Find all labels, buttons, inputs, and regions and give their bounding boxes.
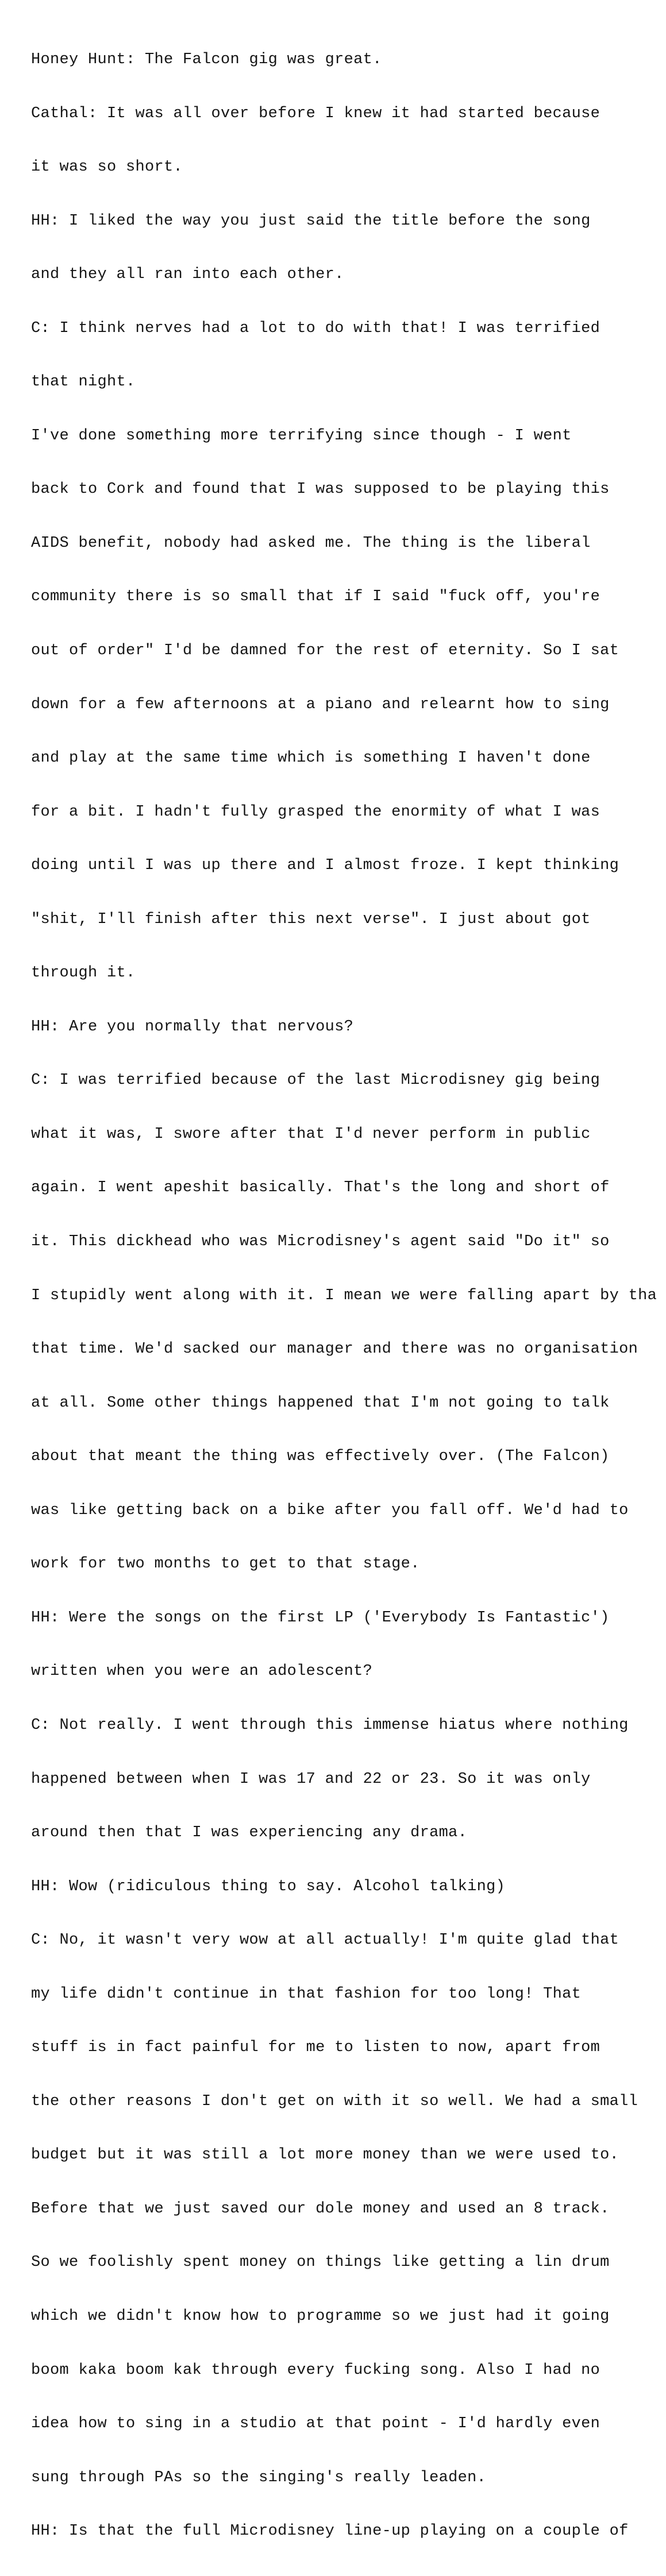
text-line: HH: Are you normally that nervous?	[31, 1018, 354, 1036]
text-line: that night.	[31, 373, 136, 391]
text-line: out of order" I'd be damned for the rest of eternity. So I sat	[31, 642, 619, 660]
text-line: stuff is in fact painful for me to listen to now, apart from	[31, 2039, 600, 2057]
text-line: my life didn't continue in that fashion for too long! That	[31, 1985, 582, 2003]
text-line: HH: Is that the full Microdisney line-up playing on a couple of	[31, 2523, 629, 2540]
text-line: it was so short.	[31, 159, 183, 176]
text-line: Cathal: It was all over before I knew it had started because	[31, 105, 600, 122]
text-line: what it was, I swore after that I'd never perform in public	[31, 1125, 591, 1143]
text-line: the other reasons I don't get on with it so well. We had a small	[31, 2092, 638, 2110]
text-line: I've done something more terrifying since though - I went	[31, 427, 572, 445]
text-line: again. I went apeshit basically. That's the long and short of	[31, 1179, 610, 1197]
text-line: "shit, I'll finish after this next verse". I just about got	[31, 910, 591, 928]
text-line: budget but it was still a lot more money than we were used to.	[31, 2146, 619, 2164]
text-line: written when you were an adolescent?	[31, 1663, 373, 1681]
text-line: at all. Some other things happened that I'm not going to talk	[31, 1394, 610, 1412]
text-line: happened between when I was 17 and 22 or 23. So it was only	[31, 1770, 591, 1788]
text-line: boom kaka boom kak through every fucking song. Also I had no	[31, 2361, 600, 2379]
text-line: about that meant the thing was effectively over. (The Falcon)	[31, 1448, 610, 1466]
text-line: AIDS benefit, nobody had asked me. The thing is the liberal	[31, 534, 591, 552]
text-line: I stupidly went along with it. I mean we were falling apart by tha	[31, 1287, 657, 1304]
text-line: which we didn't know how to programme so we just had it going	[31, 2307, 610, 2325]
text-line: through it.	[31, 964, 136, 982]
text-line: and play at the same time which is something I haven't done	[31, 750, 591, 767]
text-line: idea how to sing in a studio at that point - I'd hardly even	[31, 2415, 600, 2433]
text-line: HH: Wow (ridiculous thing to say. Alcohol talking)	[31, 1878, 506, 1895]
text-line: and they all ran into each other.	[31, 266, 344, 284]
text-line: down for a few afternoons at a piano and relearnt how to sing	[31, 696, 610, 713]
text-line: C: No, it wasn't very wow at all actually! I'm quite glad that	[31, 1932, 619, 1949]
text-line: HH: Were the songs on the first LP ('Everybody Is Fantastic')	[31, 1609, 610, 1627]
text-line: So we foolishly spent money on things like getting a lin drum	[31, 2254, 610, 2272]
text-line: C: I think nerves had a lot to do with that! I was terrified	[31, 319, 600, 337]
interview-text	[31, 16, 657, 2576]
text-line: was like getting back on a bike after you fall off. We'd had to	[31, 1501, 629, 1519]
text-line: C: I was terrified because of the last Microdisney gig being	[31, 1072, 600, 1090]
text-line: HH: I liked the way you just said the title before the song	[31, 212, 591, 230]
text-line: Before that we just saved our dole money and used an 8 track.	[31, 2200, 610, 2218]
text-line: for a bit. I hadn't fully grasped the enormity of what I was	[31, 803, 600, 821]
text-line: Honey Hunt: The Falcon gig was great.	[31, 51, 382, 68]
text-line: community there is so small that if I said "fuck off, you're	[31, 588, 600, 606]
text-line: that time. We'd sacked our manager and there was no organisation	[31, 1341, 638, 1358]
text-line: work for two months to get to that stage.	[31, 1555, 420, 1573]
text-line: sung through PAs so the singing's really leaden.	[31, 2469, 487, 2486]
text-line: it. This dickhead who was Microdisney's agent said "Do it" so	[31, 1233, 610, 1251]
text-line: back to Cork and found that I was supposed to be playing this	[31, 481, 610, 499]
text-line: C: Not really. I went through this immense hiatus where nothing	[31, 1716, 629, 1734]
text-line: around then that I was experiencing any drama.	[31, 1824, 468, 1842]
text-line: doing until I was up there and I almost froze. I kept thinking	[31, 857, 619, 875]
